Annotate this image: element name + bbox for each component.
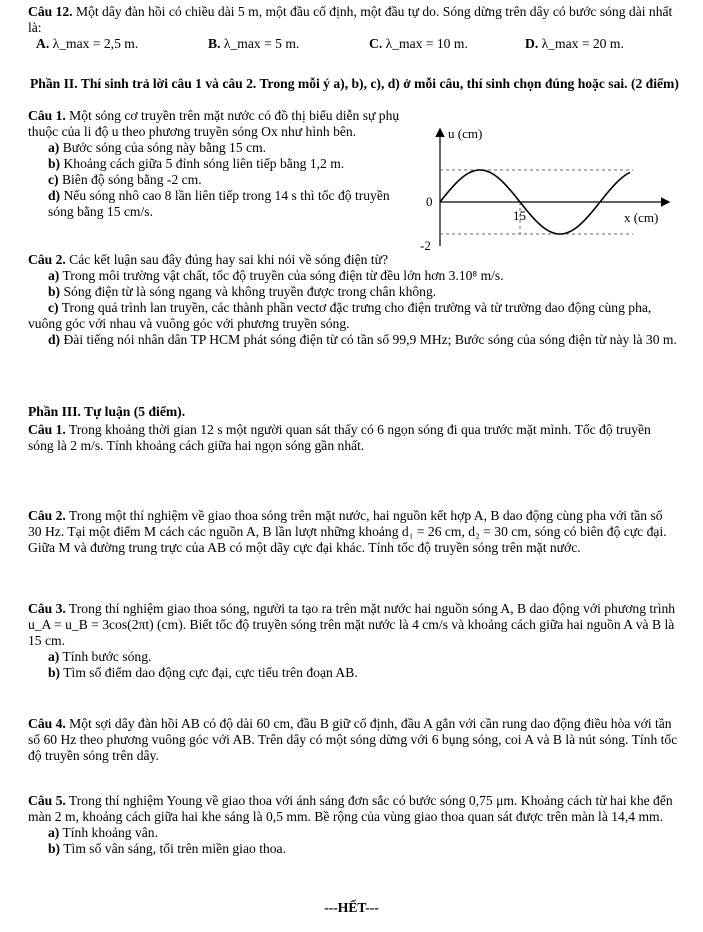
- option-d: D. λ_max = 20 m.: [525, 36, 624, 51]
- x-tick-label: 15: [513, 208, 526, 223]
- option-b: B. λ_max = 5 m.: [208, 36, 300, 51]
- part2-question-1: Câu 1. Một sóng cơ truyền trên mặt nước có đồ thị biểu diễn sự phụ thuộc của li độ u theo phương truyền sóng Ox như hình bên. a) Bước sóng của sóng này bằng 15 cm. b) Khoảng cách giữa 5 đỉnh sóng liên tiếp bằng 1,2 m. c) Biên độ sóng bằng -2 cm. d) Nếu sóng nhô cao 8 lần liên tiếp trong 14 s thì tốc độ truyền sóng bằng 15 cm/s.: [28, 108, 400, 219]
- part3-question-3: Câu 3. Trong thí nghiệm giao thoa sóng, người ta tạo ra trên mặt nước hai nguồn sóng A, B dao động với phương trình u_A = u_B = 3cos(2πt) (cm). Biết tốc độ truyền sóng trên mặt nước là 4 cm/s và khoảng cách giữa hai nguồn A và B là 15 cm. a) Tính bước sóng. b) Tìm số điểm dao động cực đại, cực tiểu trên đoạn AB.: [28, 601, 676, 680]
- option-c: C. λ_max = 10 m.: [369, 36, 468, 51]
- question-12-options: [28, 36, 678, 52]
- question-12: [28, 4, 678, 52]
- part3-question-5: Câu 5. Trong thí nghiệm Young về giao thoa với ánh sáng đơn sắc có bước sóng 0,75 μm. Khoảng cách từ hai khe đến màn 2 m, khoảng cách giữa hai khe sáng là 0,5 mm. Bề rộng của vùng giao thoa quan sát được trên màn là 14,4 mm. a) Tính khoảng vân. b) Tìm số vân sáng, tối trên miền giao thoa.: [28, 793, 673, 856]
- end-marker: ---HẾT---: [324, 900, 379, 915]
- part3-question-2: Câu 2. Trong một thí nghiệm về giao thoa sóng trên mặt nước, hai nguồn kết hợp A, B dao động cùng pha với tần số 30 Hz. Tại một điểm M cách các nguồn A, B lần lượt những khoảng d₁ = 26 cm, d₂ = 30 cm, sóng có biên độ cực đại. Giữa M và đường trung trực của AB có một dãy cực đại khác. Tính tốc độ truyền sóng trên mặt nước.: [28, 508, 667, 555]
- part3-question-1: Câu 1. Trong khoảng thời gian 12 s một người quan sát thấy có 6 ngọn sóng đi qua trước mặt mình. Tốc độ truyền sóng là 2 m/s. Tính khoảng cách giữa hai ngọn sóng gần nhất.: [28, 422, 651, 453]
- part-3-title: Phần III. Tự luận (5 điểm).: [28, 404, 186, 419]
- x-axis-label: x (cm): [624, 210, 659, 225]
- origin-label: 0: [426, 194, 433, 209]
- u-axis-label: u (cm): [448, 126, 483, 141]
- wave-graph: [418, 124, 678, 264]
- part3-question-4: Câu 4. Một sợi dây đàn hồi AB có độ dài 60 cm, đầu B giữ cố định, đầu A gắn với cần rung dao động điều hòa với tần số 60 Hz theo phương vuông góc với AB. Trên dây có một sóng dừng với 6 bụng sóng, coi A và B là nút sóng. Tính tốc độ truyền sóng trên dây.: [28, 716, 678, 763]
- y-min-label: -2: [420, 238, 431, 253]
- part2-question-2: Câu 2. Các kết luận sau đây đúng hay sai khi nói về sóng điện từ? a) Trong môi trường vật chất, tốc độ truyền của sóng điện từ đều lớn hơn 3.10⁸ m/s. b) Sóng điện từ là sóng ngang và không truyền được trong chân không. c) Trong quá trình lan truyền, các thành phần vectơ đặc trưng cho điện trường và từ trường dao động cùng pha, vuông góc với nhau và vuông góc với phương truyền sóng. d) Đài tiếng nói nhân dân TP HCM phát sóng điện từ có tần số 99,9 MHz; Bước sóng của sóng điện từ này là 30 m.: [28, 252, 677, 347]
- question-12-text: Câu 12. Một dây đàn hồi có chiều dài 5 m, một đầu cố định, một đầu tự do. Sóng dừng trên dây có bước sóng dài nhất là:: [28, 4, 673, 35]
- option-a: A. λ_max = 2,5 m.: [36, 36, 139, 51]
- part-2-title: Phần II. Thí sinh trả lời câu 1 và câu 2. Trong mỗi ý a), b), c), d) ở mỗi câu, thí sinh chọn đúng hoặc sai. (2 điểm): [30, 76, 679, 91]
